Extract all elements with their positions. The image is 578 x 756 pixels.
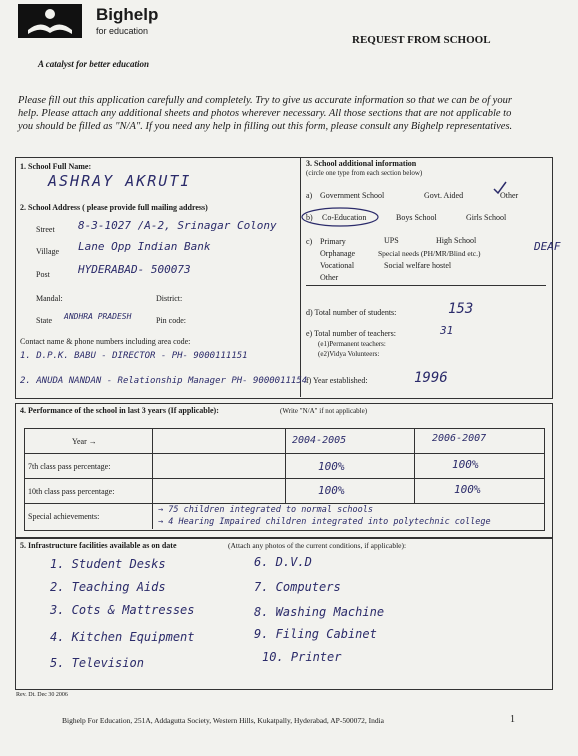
school-name-value[interactable]: ASHRAY AKRUTI [48,172,192,190]
option-other-a[interactable]: Other [500,191,519,200]
infrastructure-note: (Attach any photos of the current conditions, if applicable): [228,541,407,550]
divider-c [306,285,546,286]
option-govt-aided[interactable]: Govt. Aided [424,191,464,200]
contact-1[interactable]: 1. D.P.K. BABU - DIRECTOR - PH- 9000111151 [20,351,248,361]
permanent-teachers-label: (e1)Permanent teachers: [318,340,386,348]
option-girls-school[interactable]: Girls School [466,213,507,222]
option-vocational[interactable]: Vocational [320,261,355,270]
year-col-2[interactable]: 2004-2005 [292,435,347,446]
10th-col-2[interactable]: 100% [318,484,345,497]
intro-paragraph: Please fill out this application carefully and completely. Try to give us accurate information so that we can be of your help. Please attach any additional sheets and photos wherever necessary. All those sections that are not applicable to you should be filled as "N/A". If you need any help in filling out this form, please consult any Bighelp representatives. [18,95,513,132]
total-students-value[interactable]: 153 [448,301,474,317]
state-value[interactable]: ANDHRA PRADESH [64,312,132,321]
district-label: District: [156,294,183,303]
option-orphanage[interactable]: Orphanage [320,249,356,258]
additional-info-note: (circle one type from each section below) [306,169,423,177]
street-value[interactable]: 8-3-1027 /A-2, Srinagar Colony [78,219,277,232]
facility-5[interactable]: 5. Television [50,656,144,670]
row-10th-label: 10th class pass percentage: [28,487,115,496]
col-line-2 [285,428,286,503]
facility-1[interactable]: 1. Student Desks [50,557,166,571]
row-line-3 [24,503,544,504]
year-col-3[interactable]: 2006-2007 [432,433,487,444]
option-special-needs[interactable]: Special needs (PH/MR/Blind etc.) [378,249,481,258]
checkmark-icon [492,180,508,196]
facility-7[interactable]: 7. Computers [254,580,341,594]
row-c-label: c) [306,237,313,246]
option-ups[interactable]: UPS [384,236,399,245]
column-divider [300,157,301,397]
facility-4[interactable]: 4. Kitchen Equipment [50,630,195,644]
vidya-volunteers-label: (e2)Vidya Volunteers: [318,350,380,358]
selection-circle-icon [300,206,380,228]
row-line-2 [24,478,544,479]
year-header: Year → [72,437,97,446]
col-line-3 [414,428,415,503]
brand-name: Bighelp [96,5,159,24]
achievement-2[interactable]: → 4 Hearing Impaired children integrated into polytechnic college [158,517,491,527]
performance-note: (Write "N/A" if not applicable) [280,407,368,415]
document-title: REQUEST FROM SCHOOL [352,34,491,46]
additional-info-label: 3. School additional information [306,159,417,168]
post-label: Post [36,270,50,279]
option-primary[interactable]: Primary [320,237,346,246]
address-label: 2. School Address ( please provide full mailing address) [20,203,208,212]
year-established-value[interactable]: 1996 [414,370,448,386]
option-co-education[interactable]: Co-Education [322,213,367,222]
total-students-label: d) Total number of students: [306,308,397,317]
revision-date: Rev. Dt. Dec 30 2006 [16,692,68,698]
option-government-school[interactable]: Government School [320,191,385,200]
street-label: Street [36,225,55,234]
7th-col-2[interactable]: 100% [318,460,345,473]
state-label: State [36,316,52,325]
option-social-welfare-hostel[interactable]: Social welfare hostel [384,261,452,270]
special-achievements-label: Special achievements: [28,512,100,521]
row-b-label: b) [306,213,313,222]
total-teachers-label: e) Total number of teachers: [306,329,396,338]
pin-code-label: Pin code: [156,316,186,325]
post-value[interactable]: HYDERABAD- 500073 [78,263,191,276]
infrastructure-label: 5. Infrastructure facilities available as on date [20,541,177,550]
tagline: A catalyst for better education [38,59,149,69]
achievement-1[interactable]: → 75 children integrated to normal schools [158,505,373,515]
special-needs-note: DEAF [534,240,561,253]
contact-2[interactable]: 2. ANUDA NANDAN - Relationship Manager PH- 9000011154 [20,376,308,386]
year-established-label: f) Year established: [306,376,368,385]
facility-3[interactable]: 3. Cots & Mattresses [50,603,195,617]
facility-8[interactable]: 8. Washing Machine [254,605,385,619]
facility-9[interactable]: 9. Filing Cabinet [254,627,377,641]
mandal-label: Mandal: [36,294,63,303]
section-1-3-box [15,157,553,399]
facility-2[interactable]: 2. Teaching Aids [50,580,166,594]
10th-col-3[interactable]: 100% [454,483,481,496]
option-boys-school[interactable]: Boys School [396,213,437,222]
footer-address: Bighelp For Education, 251A, Addagutta Society, Western Hills, Kukatpally, Hyderabad, AP-500072, India [62,716,384,725]
facility-6[interactable]: 6. D.V.D [254,555,312,569]
bighelp-logo-icon [18,4,82,38]
row-7th-label: 7th class pass percentage: [28,462,111,471]
total-teachers-value[interactable]: 31 [440,324,454,337]
option-other-c[interactable]: Other [320,273,339,282]
row-a-label: a) [306,191,313,200]
contact-label: Contact name & phone numbers including area code: [20,337,191,346]
village-label: Village [36,247,60,256]
7th-col-3[interactable]: 100% [452,458,479,471]
facility-10[interactable]: 10. Printer [262,650,342,664]
school-name-label: 1. School Full Name: [20,162,92,171]
row-line-1 [24,453,544,454]
performance-label: 4. Performance of the school in last 3 years (If applicable): [20,406,219,415]
option-high-school[interactable]: High School [436,236,477,245]
village-value[interactable]: Lane Opp Indian Bank [78,240,211,253]
brand-subtitle: for education [96,26,149,36]
page-number: 1 [510,714,515,725]
